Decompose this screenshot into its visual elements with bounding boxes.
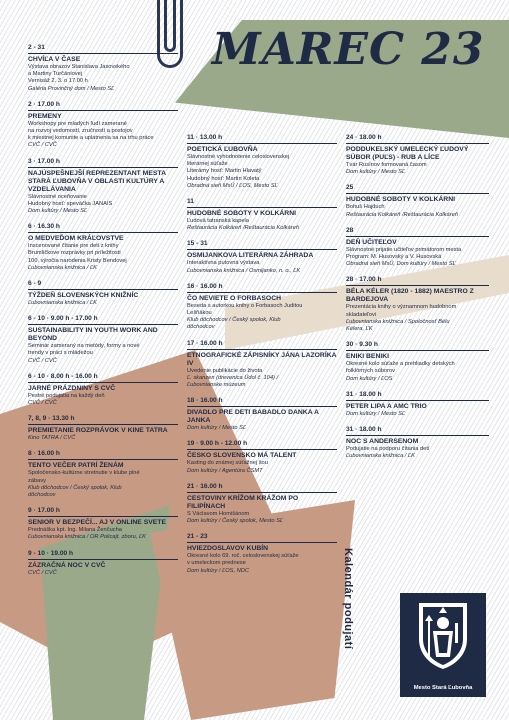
event-detail: a Martiny Turčániovej: [28, 71, 83, 78]
event-detail: Lešňákou: [187, 310, 212, 317]
event-item: [187, 339, 337, 390]
event-detail: Dom kultúry / Mesto SĽ: [346, 169, 406, 176]
event-detail: Hudobný hosť: Martin Koleta: [187, 175, 260, 182]
event-detail: Dom kultúry / Český spolok, Mesto SĽ: [187, 518, 284, 525]
event-detail: Kino TATRA / CVČ: [28, 435, 76, 442]
event-item: [28, 222, 178, 272]
event-detail: Workshopy pre mladých ľudí zamerané: [28, 120, 127, 127]
event-item: [28, 157, 178, 216]
event-divider: [346, 435, 489, 436]
event-detail: Kélera, ĽK: [346, 326, 373, 333]
event-title: ZÁZRAČNÁ NOC V CVČ: [28, 561, 106, 569]
event-detail: 100. výročia narodenia Kristy Bendovej: [28, 257, 127, 264]
event-item: [187, 439, 337, 474]
event-detail: Ľubovnianska knižnica / Osmijanko, n. o., ĽK: [187, 267, 301, 274]
event-title: PODDUKELSKÝ UMELECKÝ ĽUDOVÝ SÚBOR (PUĽS) - RUB A LÍCE: [346, 146, 469, 161]
event-detail: Dom kultúry / Mesto SĽ: [346, 410, 406, 417]
event-detail: Prezentácia knihy o významnom hudobnom: [346, 304, 457, 311]
event-detail: na rozvoj vedomostí, zručností a postojov: [28, 128, 133, 135]
event-detail: Bohuš Hajduch: [346, 204, 385, 211]
event-date: 6 - 10 · 8.00 h - 16.00 h: [28, 372, 98, 380]
event-detail: dôchodcov: [28, 492, 56, 499]
event-detail: Galéria Provinčný dom / Mesto SĽ: [28, 85, 115, 92]
event-date: 28: [346, 226, 354, 234]
event-item: [28, 372, 178, 407]
events-column-3: [346, 133, 489, 467]
event-detail: CVČ / CVČ: [28, 400, 57, 407]
event-detail: Ľubovnianska knižnica / ĽK: [28, 300, 97, 307]
event-date: 6 · 16.30 h: [28, 223, 60, 231]
event-divider: [28, 459, 178, 460]
event-item: [187, 282, 337, 332]
event-date: 2 · 17.00 h: [28, 100, 60, 108]
event-divider: [187, 207, 337, 208]
event-date: 8 · 16.00 h: [28, 450, 60, 458]
event-item: [346, 340, 489, 383]
event-detail: skladateľovi: [346, 311, 377, 318]
event-item: [28, 549, 178, 577]
event-detail: CVČ / CVČ: [28, 357, 57, 364]
event-date: 28 · 17.00 h: [346, 276, 382, 284]
event-detail: CVČ / CVČ: [28, 142, 57, 149]
event-title: NAJÚSPEŠNEJŠÍ REPREZENTANT MESTA STARÁ ĽUBOVŇA V OBLASTI KULTÚRY A VZDELÁVANIA: [28, 169, 166, 193]
event-detail: S Václavom Homišánom: [187, 510, 250, 517]
event-detail: zábavy: [28, 477, 47, 484]
event-detail: Interaktívna putovná výstava: [187, 260, 260, 267]
event-detail: Okresné kolo súťaže a prehliadky detských: [346, 361, 455, 368]
event-date: 7, 8, 9 · 13.30 h: [28, 415, 75, 423]
event-title: PREMENY: [28, 112, 62, 120]
event-title: TENTO VEČER PATRÍ ŽENÁM: [28, 462, 124, 470]
event-detail: Dom kultúry / ĽOS: [346, 375, 393, 382]
event-item: [346, 390, 489, 418]
event-detail: Slávnostné vyhodnotenie celoslovenskej: [187, 154, 290, 160]
event-title: SENIOR V BEZPEČÍ... AJ V ONLINE SVETE: [28, 519, 166, 527]
event-item: [346, 133, 489, 176]
event-date: 11 · 13.00 h: [187, 134, 223, 141]
event-detail: Obradná sieň MsÚ, Dom kultúry / Mesto SĽ: [346, 261, 456, 268]
event-detail: Obradná sieň MsÚ / ĽOS, Mesto SĽ: [187, 182, 278, 189]
event-title: SUSTAINABILITY IN YOUTH WORK AND BEYOND: [28, 327, 158, 343]
event-detail: folklórnych súborov: [346, 368, 395, 375]
event-divider: [28, 53, 178, 54]
event-item: [187, 482, 337, 525]
event-item: [187, 133, 337, 190]
event-divider: [187, 249, 337, 250]
event-item: [28, 506, 178, 541]
event-date: 2 - 31: [28, 44, 45, 51]
event-detail: Seminár zameraný na metódy, formy a nové: [28, 343, 140, 350]
event-item: [346, 275, 489, 333]
event-title: NOC S ANDERSENOM: [346, 438, 419, 446]
event-detail: Klub dôchodcov / Český spolok, Klub: [187, 317, 281, 324]
event-divider: [28, 232, 178, 233]
event-date: 16 · 16.00 h: [187, 282, 223, 290]
event-date: 6 - 9: [28, 280, 42, 288]
event-item: [28, 414, 178, 442]
event-detail: Dom kultúry / Agentúra ČSMT: [187, 467, 263, 474]
event-title: OSMIJANKOVA LITERÁRNA ZÁHRADA: [187, 252, 314, 260]
event-date: 21 · 16.00 h: [187, 482, 223, 490]
event-detail: Ľ. skanzen (drevenica Údol č. 104) /: [187, 374, 279, 381]
event-item: [187, 239, 337, 274]
event-detail: Výstava obrazov Stanislava Jasovského: [28, 64, 130, 70]
event-detail: Vernisáž 2. 3. o 17.00 h: [28, 78, 88, 85]
event-title: DEŇ UČITEĽOV: [346, 238, 397, 246]
event-detail: Podujatie na podporu čítania detí: [346, 446, 430, 453]
event-detail: Ľubovnianska knižnica / OR Policajt. zboru, ĽK: [28, 534, 146, 541]
event-detail: Literárny hosť: Martin Hlavatý: [187, 168, 262, 175]
event-detail: CVČ / CVČ: [28, 569, 57, 576]
logo-text: Mesto Stará Ľubovňa: [413, 685, 473, 691]
event-detail: Ľudová tatranská kapela: [187, 218, 249, 225]
event-detail: Slávnostné prijatie učiteľov primátorom mesta: [346, 246, 462, 253]
event-divider: [187, 542, 337, 543]
event-date: 19 · 9.00 h - 12.00 h: [187, 440, 248, 448]
city-logo: [400, 593, 486, 697]
event-divider: [187, 492, 337, 493]
event-item: [28, 43, 178, 93]
event-divider: [28, 382, 178, 383]
event-title: POETICKÁ ĽUBOVŇA: [187, 146, 258, 153]
event-detail: Prednáška kpt. Ing. Milana Ženčucha: [28, 527, 122, 534]
event-detail: v umeleckom prednese: [187, 560, 246, 567]
event-detail: Reštaurácia Kolkáreň /Reštaurácia Kolkáreň: [346, 211, 458, 218]
event-date: 3 · 17.00 h: [28, 157, 60, 165]
event-detail: Beseda s autorkou knihy o Forbasoch Juditou: [187, 302, 303, 309]
event-detail: k miestnej komunite a uplatnenia sa na trhu práce: [28, 135, 154, 142]
event-date: 25: [346, 184, 354, 192]
event-date: 9 · 17.00 h: [28, 507, 60, 515]
event-detail: Inscenované čítanie pre deti z knihy: [28, 243, 119, 250]
event-date: 17 · 16.00 h: [187, 339, 223, 347]
event-date: 18 · 16.00 h: [187, 397, 223, 405]
event-divider: [187, 449, 337, 450]
event-item: [187, 532, 337, 575]
event-title: O MEDVEĎOM KRÁĽOVSTVE: [28, 235, 124, 243]
side-label: Kalendár podujatí: [342, 548, 354, 650]
event-divider: [28, 516, 178, 517]
event-title: TÝŽDEŇ SLOVENSKÝCH KNIŽNÍC: [28, 292, 139, 300]
event-title: PREMIETANIE ROZPRÁVOK V KINE TATRA: [28, 427, 168, 435]
event-detail: Uvedenie publikácie do života: [187, 367, 263, 374]
event-detail: literárnej súťaže: [187, 161, 228, 168]
event-date: 21 - 23: [187, 533, 208, 541]
event-item: [187, 396, 337, 432]
event-title: ČESKO SLOVENSKO MÁ TALENT: [187, 452, 297, 460]
event-detail: Ľubovnianske múzeum: [187, 382, 246, 389]
event-title: JARNÉ PRÁZDNINY S CVČ: [28, 384, 116, 392]
event-title: ENIKI BENIKI: [346, 353, 390, 361]
event-item: [187, 197, 337, 232]
event-detail: Tvár Rusínov formovaná časom: [346, 162, 427, 168]
event-divider: [187, 292, 337, 293]
event-item: [28, 279, 178, 307]
event-divider: [346, 143, 489, 144]
coat-of-arms-icon: [413, 599, 473, 671]
event-item: [28, 449, 178, 499]
event-divider: [187, 349, 337, 350]
event-date: 31 · 18.00 h: [346, 426, 382, 434]
event-detail: Spoločensko-kultúrne stretnutie v klube plné: [28, 470, 140, 477]
event-divider: [187, 143, 337, 144]
event-detail: Ľubovnianska knižnica / ĽK: [346, 453, 415, 460]
event-divider: [28, 324, 178, 325]
event-detail: Program: M. Husovský a V. Husovská: [346, 254, 442, 261]
event-divider: [28, 167, 178, 168]
event-detail: Brumlíčkove rozprávky pri príležitosti: [28, 250, 121, 257]
event-item: [28, 100, 178, 150]
event-divider: [28, 559, 178, 560]
page-title: MAREC 23: [212, 24, 485, 75]
event-detail: Ľubovnianska knižnica / Spoločnosť Bélu: [346, 318, 450, 325]
event-title: ČO NEVIETE O FORBASOCH: [187, 294, 282, 302]
event-date: 11: [187, 198, 194, 206]
event-divider: [346, 350, 489, 351]
event-date: 15 - 31: [187, 240, 208, 248]
event-date: 9 - 10 · 19.00 h: [28, 549, 74, 557]
event-detail: Pestré podujatia na každý deň: [28, 392, 105, 399]
event-divider: [346, 400, 489, 401]
event-date: 30 · 9.30 h: [346, 341, 378, 349]
event-date: 24 · 18.00 h: [346, 134, 382, 141]
event-item: [346, 226, 489, 269]
event-detail: Okresné kolo 69. roč. celoslovenskej súťaže: [187, 553, 299, 560]
event-divider: [28, 424, 178, 425]
event-date: 31 · 18.00 h: [346, 390, 382, 398]
event-divider: [346, 193, 489, 194]
event-title: HUDOBNÉ SOBOTY V KOLKÁRNI: [187, 210, 297, 218]
event-item: [346, 425, 489, 460]
events-column-1: [28, 43, 178, 584]
event-divider: [28, 110, 178, 111]
event-detail: Dom kultúry / ĽOS, NDC: [187, 567, 249, 574]
event-title: HVIEZDOSLAVOV KUBÍN: [187, 545, 269, 553]
event-title: DIVADLO PRE DETI BABADLO DANKA A JANKA: [187, 409, 319, 425]
event-item: [28, 314, 178, 365]
event-title: BÉLA KÉLER (1820 - 1882) MAESTRO Z BARDEJOVA: [346, 288, 474, 304]
event-detail: Kasting do známej súťažnej šou: [187, 460, 268, 467]
event-detail: Ľubovnianska knižnica / ĽK: [28, 264, 97, 271]
event-title: CHVÍĽA V ČASE: [28, 56, 81, 63]
event-detail: dôchodcov: [187, 324, 215, 331]
event-detail: Dom kultúry / Mesto SĽ: [28, 208, 88, 215]
event-detail: Klub dôchodcov / Český spolok, Klub: [28, 484, 122, 491]
event-divider: [187, 406, 337, 407]
event-divider: [346, 285, 489, 286]
event-detail: Dom kultúry / Mesto SĽ: [187, 425, 247, 432]
event-divider: [28, 289, 178, 290]
event-detail: Reštaurácia Kolkáreň /Reštaurácia Kolkáreň: [187, 225, 299, 232]
event-detail: Hudobný hosť: speváčka JANAIS: [28, 200, 113, 207]
event-divider: [346, 236, 489, 237]
event-detail: trendy v práci s mládežou: [28, 350, 93, 357]
event-detail: Slávnostné oceňovanie: [28, 193, 87, 200]
event-date: 6 - 10 · 9.00 h - 17.00 h: [28, 315, 98, 323]
event-item: [346, 183, 489, 218]
event-title: HUDOBNÉ SOBOTY V KOLKÁRNI: [346, 196, 456, 204]
event-title: PETER LIPA A AMC TRIO: [346, 402, 427, 410]
event-title: CESTOVINY KRÍŽOM KRÁŽOM PO FILIPÍNACH: [187, 494, 299, 510]
events-column-2: [187, 133, 337, 582]
event-title: ETNOGRAFICKÉ ZÁPISNÍKY JÁNA LAZORÍKA IV: [187, 351, 337, 367]
